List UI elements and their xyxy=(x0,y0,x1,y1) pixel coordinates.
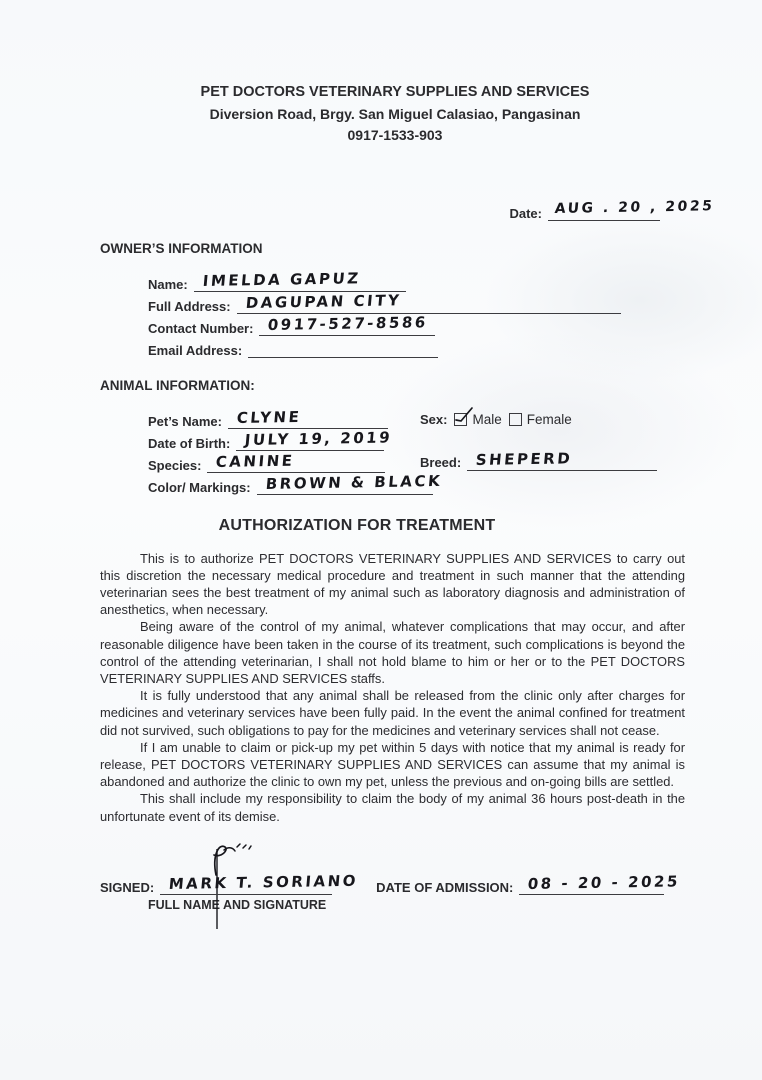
owner-email-row xyxy=(148,336,762,358)
clinic-header xyxy=(14,0,762,147)
full-name-signature-caption: FULL NAME AND SIGNATURE xyxy=(148,897,327,912)
owner-contact-underline xyxy=(259,312,435,336)
owner-contact-row xyxy=(148,314,762,336)
owner-email-underline xyxy=(248,340,438,358)
signed-handwritten-name: MARK T. SORIANO xyxy=(168,871,359,893)
breed-field xyxy=(420,448,657,471)
pet-name-row xyxy=(148,407,762,429)
species-row xyxy=(148,448,762,473)
signed-underline xyxy=(160,871,359,895)
clinic-name: PET DOCTORS VETERINARY SUPPLIES AND SERVICES xyxy=(200,84,590,100)
clinic-phone: 0917-1533-903 xyxy=(347,127,443,143)
color-markings-handwritten-value: BROWN & BLACK xyxy=(264,471,443,493)
owner-name-handwritten-value: IMELDA GAPUZ xyxy=(201,268,362,290)
date-row xyxy=(0,197,716,221)
male-option-label: Male xyxy=(472,411,502,427)
owner-address-label: Full Address: xyxy=(148,298,231,314)
checkmark-stroke-icon xyxy=(453,405,475,425)
date-of-birth-label: Date of Birth: xyxy=(148,435,231,451)
date-handwritten-value: AUG . 20 , 2025 xyxy=(554,197,716,217)
species-label: Species: xyxy=(148,457,202,473)
color-markings-underline xyxy=(257,471,443,495)
female-option-label: Female xyxy=(526,411,572,427)
date-of-birth-handwritten-value: JULY 19, 2019 xyxy=(244,427,394,449)
signature-section xyxy=(100,871,762,912)
pet-name-underline xyxy=(228,407,388,429)
authorization-paragraph-5: This shall include my responsibility to claim the body of my animal 36 hours post-death in the unfortunate event of its demise. xyxy=(100,791,685,824)
owner-name-underline xyxy=(194,268,406,292)
authorization-body xyxy=(100,550,685,825)
owner-contact-handwritten-value: 0917-527-8586 xyxy=(267,312,430,334)
pet-name-handwritten-value: CLYNE xyxy=(235,407,303,427)
breed-underline xyxy=(467,448,657,471)
authorization-title: AUTHORIZATION FOR TREATMENT xyxy=(218,516,496,534)
admission-field xyxy=(376,872,682,895)
signed-label: SIGNED: xyxy=(100,879,155,895)
date-label: Date: xyxy=(509,205,542,221)
sex-field xyxy=(420,412,572,427)
sex-label: Sex: xyxy=(420,411,448,427)
admission-handwritten-date: 08 - 20 - 2025 xyxy=(527,872,682,893)
male-checkbox-checked-icon xyxy=(454,413,467,426)
owner-name-row xyxy=(148,270,762,292)
owner-address-underline xyxy=(237,290,621,314)
signed-row xyxy=(100,871,762,895)
admission-underline xyxy=(519,872,682,895)
authorization-paragraph-3: It is fully understood that any animal shall be released from the clinic only after charges for medicines and veterinary services have been fully paid. In the event the animal confined for treatment did not survived, such obligations to pay for the medicines and veterinary services shall not cease. xyxy=(100,688,685,738)
owner-email-label: Email Address: xyxy=(148,342,243,358)
owner-section-heading: OWNER’S INFORMATION xyxy=(100,240,263,256)
admission-label: DATE OF ADMISSION: xyxy=(376,879,514,895)
color-markings-label: Color/ Markings: xyxy=(148,479,251,495)
owner-address-handwritten-value: DAGUPAN CITY xyxy=(244,290,402,312)
clinic-address: Diversion Road, Brgy. San Miguel Calasiao, Pangasinan xyxy=(209,105,581,122)
date-of-birth-row xyxy=(148,429,762,451)
pet-name-label: Pet’s Name: xyxy=(148,413,222,429)
owner-name-label: Name: xyxy=(148,276,188,292)
breed-label: Breed: xyxy=(420,454,462,470)
species-underline xyxy=(207,451,385,473)
owner-contact-label: Contact Number: xyxy=(148,320,254,336)
species-handwritten-value: CANINE xyxy=(215,451,296,471)
female-checkbox-unchecked-icon xyxy=(509,413,522,426)
authorization-paragraph-2: Being aware of the control of my animal, whatever complications that may occur, and after reasonable diligence have been taken in the course of its treatment, such complications is beyond the control of the attending veterinarian, I shall not hold blame to him or her or to the PET DOCTORS VETERINARY SUPPLIES AND SERVICES staffs. xyxy=(100,619,685,686)
authorization-paragraph-1: This is to authorize PET DOCTORS VETERINARY SUPPLIES AND SERVICES to carry out this discretion the necessary medical procedure and treatment in such manner that the attending veterinarian sees the best treatment of my animal such as laboratory diagnosis and administration of anesthetics, when necessary. xyxy=(100,550,685,618)
authorization-paragraph-4: If I am unable to claim or pick-up my pet within 5 days with notice that my animal is ready for release, PET DOCTORS VETERINARY SUPPLIES AND SERVICES can assume that my animal is abandoned and authorize the clinic to own my pet, unless the previous and on-going bills are settled. xyxy=(100,739,685,790)
date-underline xyxy=(548,197,716,221)
owner-address-row xyxy=(148,292,762,314)
breed-handwritten-value: SHEPERD xyxy=(475,448,574,469)
color-markings-row xyxy=(148,473,762,495)
date-of-birth-underline xyxy=(236,427,394,451)
animal-section-heading: ANIMAL INFORMATION: xyxy=(100,377,255,393)
